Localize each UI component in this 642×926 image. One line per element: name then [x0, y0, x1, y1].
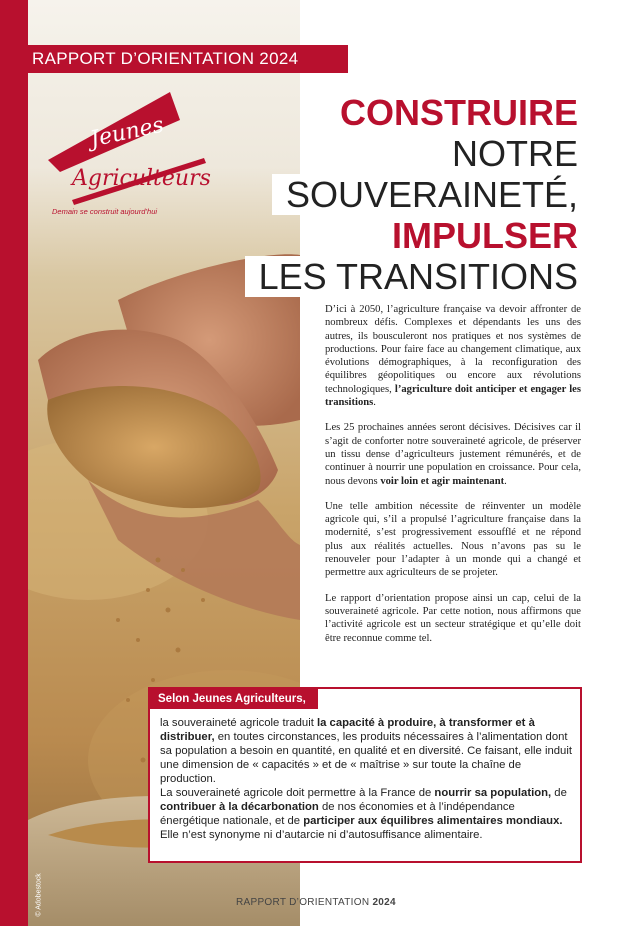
definition-paragraph-1: la souveraineté agricole traduit la capacité à produire, à transformer et à distribuer, en toutes circonstances, les produits nécessaires à l’alimentation dont sa population a besoin en quantité, en qualité et en diversité. Ce faisant, elle induit une dimension de « capacités » et de « maîtrise » sur toute la chaîne de production. [160, 717, 572, 785]
main-title [245, 92, 580, 297]
logo-word-agriculteurs: Agriculteurs [72, 166, 211, 191]
title-line-transitions: LES TRANSITIONS [245, 256, 580, 297]
report-header-bar: RAPPORT D’ORIENTATION 2024 [0, 45, 348, 73]
title-line-notre: NOTRE [438, 133, 580, 174]
definition-box-heading: Selon Jeunes Agriculteurs, [150, 689, 318, 709]
intro-paragraph-1: D’ici à 2050, l’agriculture française va devoir affronter de nombreux défis. Complexes et dépendants les uns des autres, ils bousculeront nos pratiques et nos systèmes de productions. Pour faire face au changement climatique, aux évolutions démographiques, à la reconfiguration des équilibres géopolitiques ou encore aux révolutions technologiques, l’agriculture doit anticiper et engager les transitions. [325, 304, 582, 409]
definition-paragraph-2: La souveraineté agricole doit permettre à la France de nourrir sa population, de contribuer à la décarbonation de nos économies et à l’indépendance énergétique nationale, et de participer aux équilibres alimentaires mondiaux. Elle n’est synonyme ni d’autarcie ni d’autosuffisance alimentaire. [160, 787, 567, 841]
photo-credit-text: © Adobestock [35, 873, 43, 917]
title-line-souverainete: SOUVERAINETÉ, [272, 174, 580, 215]
logo-tagline: Demain se construit aujourd’hui [52, 207, 158, 216]
page-footer: RAPPORT D’ORIENTATION 2024 [236, 897, 396, 908]
intro-paragraph-4: Le rapport d’orientation propose ainsi un cap, celui de la souveraineté agricole. Par cette notion, nous affirmons que l’activité agricole est un secteur stratégique et qu’elle doit être reconnue comme tel. [325, 592, 581, 644]
definition-box-body [160, 716, 572, 842]
photo-credit [30, 850, 42, 920]
title-line-impulser: IMPULSER [378, 215, 580, 256]
logo-word-jeunes: Jeunes [88, 112, 167, 153]
intro-text [325, 303, 581, 657]
intro-paragraph-2: Les 25 prochaines années seront décisives. Décisives car il s’agit de conforter notre souveraineté agricole, de préserver un tissu dense d’agriculteurs justement rémunérés, et de continuer à nourrir une population en croissance. Pour cela, nous devons voir loin et agir maintenant. [325, 422, 581, 487]
title-line-construire: CONSTRUIRE [326, 92, 580, 133]
left-red-strip [0, 0, 28, 926]
intro-paragraph-3: Une telle ambition nécessite de réinventer un modèle agricole qui, s’il a propulsé l’agriculture française dans la modernité, s’est progressivement essoufflé et ne répond plus aux réalités actuelles. Nous n’avons pas su le renouveler pour l’adapter à un monde qui a changé et permettre aux agriculteurs de se projeter. [325, 500, 581, 579]
definition-box [148, 687, 582, 863]
